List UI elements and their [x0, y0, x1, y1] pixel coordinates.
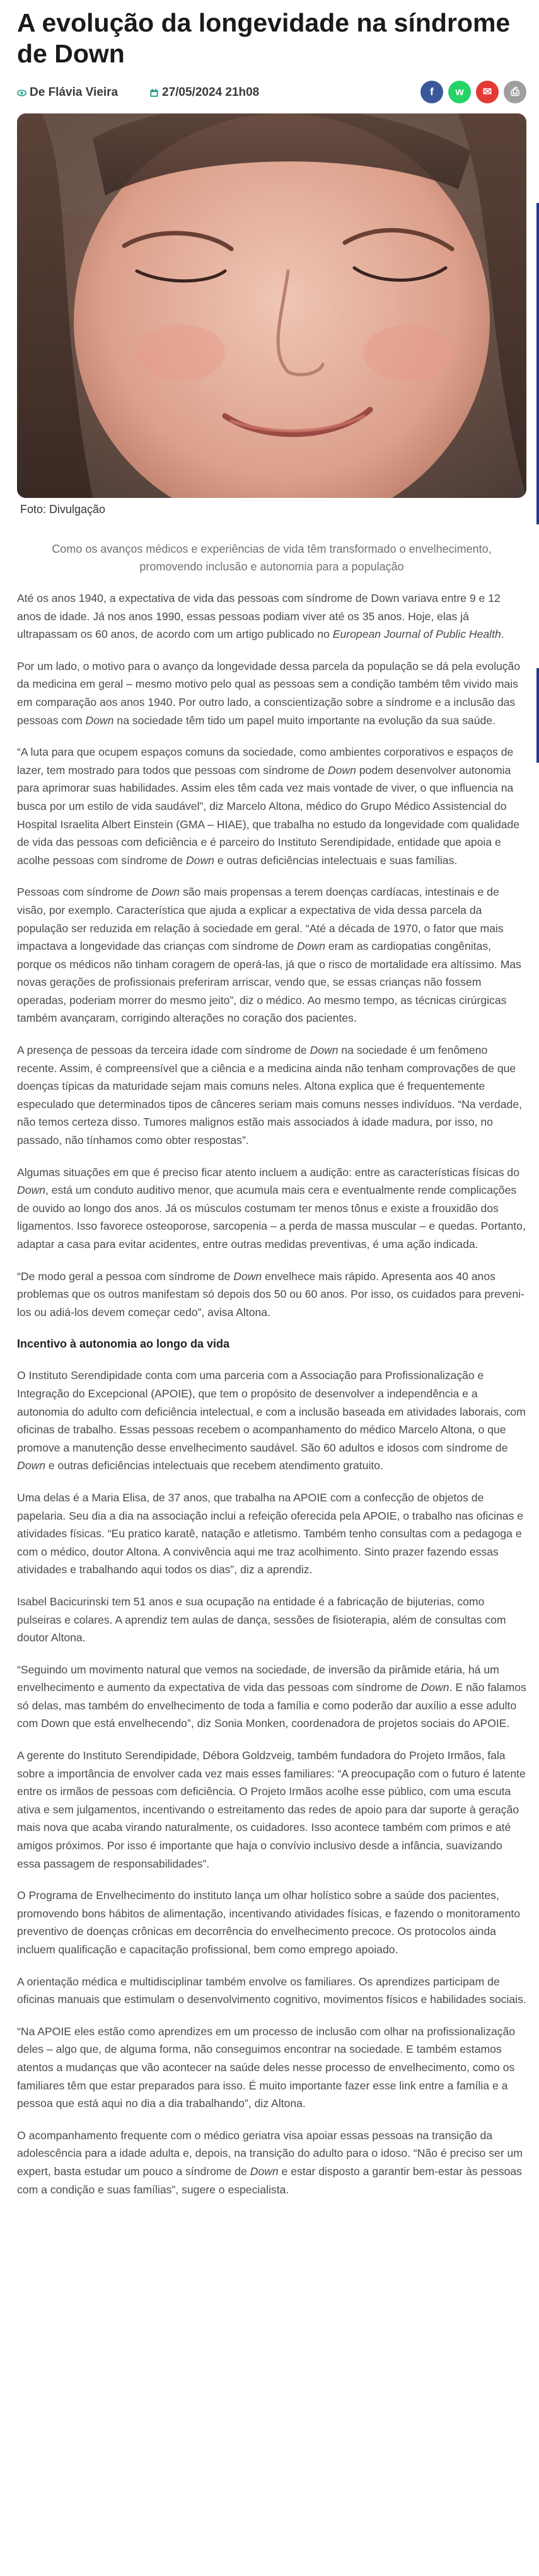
article-paragraph [17, 1366, 526, 1475]
text-run: Algumas situações em que é preciso ficar atento incluem a audição: entre as características físicas do [17, 1165, 520, 1179]
article-paragraph [17, 1973, 526, 2009]
italic-text: Down [17, 1184, 45, 1197]
share-buttons [420, 81, 526, 103]
text-run: , está um conduto auditivo menor, que acumula mais cera e eventualmente rende complicações de ouvido ao longo dos anos. Já os músculos costumam ter menos tônus e existe a frouxidão dos ligamentos. Isso favorece osteoporose, sarcopenia – a perda de massa muscular – e quedas. Portanto, adaptar a casa para evitar acidentes, entre outras medidas preventivas, é uma ação indicada. [17, 1184, 526, 1250]
italic-text: European Journal of Public Health [332, 628, 501, 641]
publish-date: 27/05/2024 21h08 [162, 86, 260, 99]
text-run: Até os anos 1940, a expectativa de vida das pessoas com síndrome de Down variava entre 9 e 12 anos de idade. Já nos anos 1990, essas pessoas podiam viver até os 35 anos. Hoje, elas já ultrapassam os 60 anos, de acordo com um artigo publicado no [17, 592, 501, 641]
italic-text: Down [250, 2164, 279, 2178]
article-paragraph [17, 1661, 526, 1733]
article-subtitle: Como os avanços médicos e experiências de vida têm transformado o envelhecimento, promovendo inclusão e autonomia para a população [52, 543, 492, 573]
text-run: O Programa de Envelhecimento do instituto lança um olhar holístico sobre a saúde dos pacientes, promovendo bons hábitos de alimentação, incentivando atividades físicas, e fazendo o monitoramento preventivo de doenças crônicas em decorrência do envelhecimento precoce. Os protocolos ainda incluem qualificação e capacitação profissional, bem como emprego apoiado. [17, 1889, 521, 1956]
italic-text: Down [310, 1044, 339, 1057]
text-run: Uma delas é a Maria Elisa, de 37 anos, que trabalha na APOIE com a confecção de objetos de papelaria. Seu dia a dia na associação inclui a refeição oferecida pela APOIE, o trabalho nas oficinas e atividades físicas. “Eu pratico karatê, natação e atletismo. Também tenho consultas com a pedagoga e com o médico, doutor Altona. A convivência aqui me traz acolhimento. Sinto prazer fazendo essas atividades e trabalhando aqui todos os dias”, diz a aprendiz. [17, 1491, 523, 1576]
article-paragraph [17, 1268, 526, 1322]
article-paragraph [17, 589, 526, 644]
article-title: A evolução da longevidade na síndrome de Down [17, 8, 511, 68]
article-paragraph [17, 2127, 526, 2198]
article-paragraph [17, 1593, 526, 1647]
text-run: são mais propensas a terem doenças cardíacas, intestinais e de visão, por exemplo. Característica que ajuda a explicar a expectativa de vida dessa parcela da população ser reduzida em relação à sociedade em geral. “Até a década de 1970, o fator que mais impactava a longevidade das crianças com síndrome de [17, 886, 504, 953]
text-run: “Seguindo um movimento natural que vemos na sociedade, de inversão da pirâmide etária, há um envelhecimento e aumento da expectativa de vida das pessoas com síndrome de [17, 1663, 499, 1694]
author-name[interactable]: De Flávia Vieira [30, 86, 119, 99]
text-run: Por um lado, o motivo para o avanço da longevidade dessa parcela da população se dá pela evolução da medicina em geral – mesmo motivo pelo qual as pessoas sem a condição também têm vivido mais em comparação aos anos 1940. Por outro lado, a conscientização sobre a síndrome e a inclusão das pessoas com [17, 659, 521, 727]
text-run: e outras deficiências intelectuais que recebem atendimento gratuito. [45, 1459, 383, 1472]
italic-text: Down [420, 1681, 449, 1694]
author-line [17, 86, 118, 100]
facebook-icon[interactable]: f [420, 81, 443, 103]
text-run: A presença de pessoas da terceira idade com síndrome de [17, 1044, 310, 1057]
article-paragraph [17, 883, 526, 1027]
text-run: podem desenvolver autonomia para aprimorar suas habilidades. Assim eles têm cada vez mais vontade de viver, o que influencia na busca por um estilo de vida saudável”, diz Marcelo Altona, médico do Grupo Médico Assistencial do Hospital Israelita Albert Einstein (GMA – HIAE), que trabalha no estudo da longevidade com qualidade de vida das pessoas com deficiência e é parceiro do Instituto Serendipidade, entidade que apoia e acolhe pessoas com síndrome de [17, 763, 520, 867]
article-paragraph [17, 743, 526, 869]
whatsapp-icon[interactable]: w [448, 81, 471, 103]
text-run: “De modo geral a pessoa com síndrome de [17, 1269, 234, 1283]
text-run: e outras deficiências intelectuais e suas famílias. [214, 853, 458, 867]
text-run: na sociedade é um fenômeno recente. Assim, é compreensível que a ciência e a medicina ainda não tenham comprovações de que doenças típicas da maturidade sejam mais comuns neles. Altona explica que é frequentemente especulado que determinados tipos de cânceres seriam mais comuns nesses indivíduos. “Na verdade, não temos certeza disso. Tumores malignos estão mais associados à idade madura, por isso, no passado, não tínhamos como obter respostas”. [17, 1044, 522, 1147]
article-paragraph [17, 1041, 526, 1150]
section-heading [17, 1335, 526, 1353]
text-run: e estar disposto a garantir bem-estar às pessoas com a condição e suas famílias”, sugere o especialista. [17, 2164, 522, 2196]
italic-text: Down [233, 1269, 262, 1283]
article-body [17, 589, 526, 2198]
article-paragraph [17, 1747, 526, 1873]
email-icon[interactable]: ✉ [476, 81, 499, 103]
eye-icon [17, 88, 26, 98]
portrait-image [17, 113, 526, 498]
italic-text: Down [185, 853, 214, 867]
article-paragraph [17, 1886, 526, 1958]
photo-credit: Foto: Divulgação [20, 503, 106, 516]
right-edge-accent-lower [536, 668, 539, 763]
text-run: . E não falamos só delas, mas também do envelhecimento de toda a família e como poderão dar auxílio a esse adulto com Down que está envelhecendo”, diz Sonia Monken, coordenadora de projetos sociais do APOIE. [17, 1681, 526, 1730]
text-run: A gerente do Instituto Serendipidade, Débora Goldzveig, também fundadora do Projeto Irmãos, fala sobre a importância de envolver cada vez mais esses familiares: “A preocupação com o futuro é latente entre os irmãos de pessoas com deficiência. O Projeto Irmãos acolhe esse público, com uma escuta ativa e sem julgamentos, incentivando o estreitamento das redes de apoio para dar suporte à geração mais nova que acaba virando naturalmente, os cuidadores. Isso acontece também com primos e até amigos próximos. Por isso é importante que haja o convívio inclusivo desde a infância, suavizando essa passagem de responsabilidades”. [17, 1749, 526, 1870]
article-paragraph [17, 2023, 526, 2113]
text-run: “A luta para que ocupem espaços comuns da sociedade, como ambientes corporativos e espaços de lazer, tem mostrado para todos que pessoas com síndrome de [17, 746, 514, 777]
article-photo [17, 113, 526, 498]
italic-text: Down [327, 763, 356, 777]
calendar-icon [149, 88, 159, 98]
text-run: O Instituto Serendipidade conta com uma parceria com a Associação para Profissionalização e Integração do Excepcional (APOIE), que tem o propósito de desenvolver a independência e a autonomia do adulto com deficiência intelectual, e com a inclusão baseada em atividades laborais, com oficinas de trabalho. Essas pessoas recebem o acompanhamento do médico Marcelo Altona, o que promove a manutenção desse envelhecimento saudável. São 60 adultos e idosos com síndrome de [17, 1369, 526, 1454]
text-run: A orientação médica e multidisciplinar também envolve os familiares. Os aprendizes participam de oficinas manuais que estimulam o desenvolvimento cognitivo, movimentos físicos e habilidades sociais. [17, 1975, 526, 2006]
text-run: . [501, 628, 504, 641]
text-run: Pessoas com síndrome de [17, 886, 152, 899]
text-run: na sociedade têm tido um papel muito importante na evolução da sua saúde. [113, 713, 496, 727]
text-run: “Na APOIE eles estão como aprendizes em um processo de inclusão com olhar na profissionalização deles – algo que, de alguma forma, não conseguimos encontrar na sociedade. E também estamos atentos a mudanças que vão acontecer na saúde deles nesse processo de envelhecimento, como os familiares têm que estar preparados para isso. É muito importante fazer esse link entre a família e a pessoa que está aqui no dia a dia trabalhando”, diz Altona. [17, 2024, 516, 2110]
article-paragraph [17, 657, 526, 729]
article-paragraph [17, 1489, 526, 1579]
right-edge-accent [536, 203, 539, 524]
italic-text: Down [85, 713, 114, 727]
text-run: O acompanhamento frequente com o médico geriatra visa apoiar essas pessoas na transição da adolescência para a idade adulta e, depois, na transição do adulto para o idoso. “Não é preciso ser um expert, basta estudar um pouco a síndrome de [17, 2128, 523, 2178]
text-run: Isabel Bacicurinski tem 51 anos e sua ocupação na entidade é a fabricação de bijuterias, como pulseiras e colares. A aprendiz tem aulas de dança, sessões de fisioterapia, além de consultas com doutor Altona. [17, 1595, 506, 1644]
italic-text: Down [297, 940, 325, 953]
italic-text: Down [17, 1459, 45, 1472]
date-line [149, 86, 259, 100]
text-run: eram as cardiopatias congênitas, porque os médicos não tinham coragem de operá-las, já que o risco de mortalidade era altíssimo. Mas novas gerações de profissionais preferiram arriscar, vendo que, se essas crianças não fossem operadas, poderiam morrer do mesmo jeito”, diz o médico. Ao mesmo tempo, as técnicas cirúrgicas também avançaram, corrigindo alterações no coração dos pacientes. [17, 940, 521, 1025]
italic-text: Down [151, 886, 180, 899]
article-meta [17, 81, 526, 106]
text-run: envelhece mais rápido. Apresenta aos 40 anos problemas que os outros manifestam só depois dos 50 ou 60 anos. Por isso, os cuidados para preveni-los ou adiá-los devem começar cedo”, avisa Altona. [17, 1269, 525, 1319]
print-icon[interactable]: ⎙ [504, 81, 526, 103]
article [17, 0, 526, 2212]
article-paragraph [17, 1164, 526, 1254]
text-run: Incentivo à autonomia ao longo da vida [17, 1337, 230, 1351]
